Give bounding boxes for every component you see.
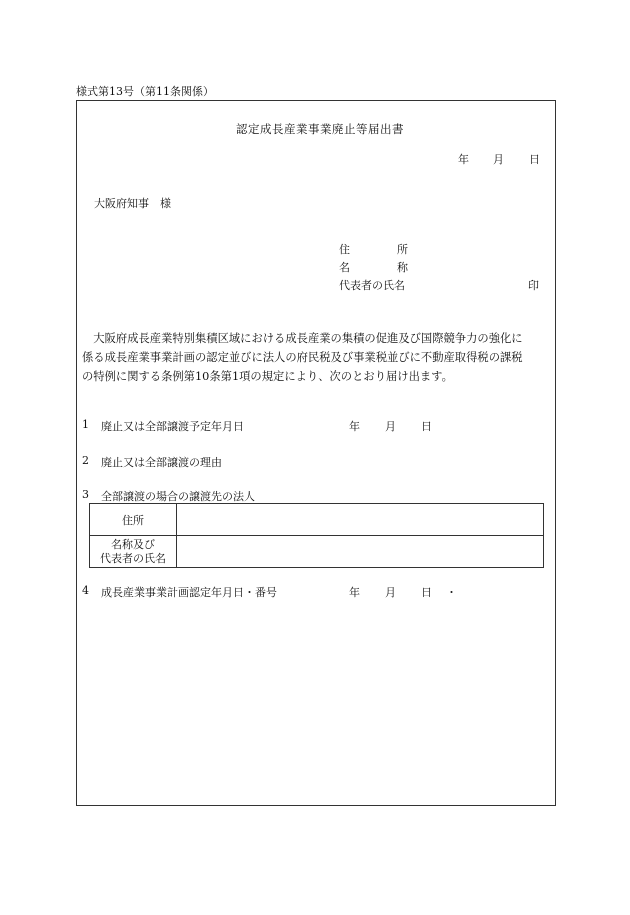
name-label-2: 称 (397, 261, 408, 274)
body-line: 大阪府成長産業特別集積区域における成長産業の集積の促進及び国際競争力の強化に (82, 332, 523, 345)
document-title: 認定成長産業事業廃止等届出書 (236, 122, 404, 136)
item-label: 廃止又は全部譲渡予定年月日 (101, 420, 244, 433)
cell-label: 住所 (122, 513, 144, 527)
body-paragraph (82, 329, 552, 386)
item-label: 廃止又は全部譲渡の理由 (101, 456, 222, 469)
item-day-label: 日 (421, 420, 432, 433)
address-label-1: 住 (339, 243, 350, 256)
seal-mark: 印 (528, 279, 539, 292)
representative-label: 代表者の氏名 (339, 279, 405, 292)
addressee: 大阪府知事 様 (94, 197, 171, 210)
table-row (90, 536, 544, 568)
name-label-1: 名 (339, 261, 350, 274)
form-number: 様式第13号（第11条関係） (76, 85, 214, 98)
transferee-table (89, 503, 544, 568)
item-year-label: 年 (349, 586, 360, 599)
date-month-label: 月 (493, 153, 504, 166)
item-month-label: 月 (385, 420, 396, 433)
item-day-label: 日 (421, 586, 432, 599)
item-number: 4 (82, 584, 89, 597)
address-cell-value[interactable] (177, 504, 544, 536)
item-separator: ・ (446, 586, 457, 599)
address-label-2: 所 (397, 243, 408, 256)
cell-label: 名称及び (111, 537, 155, 551)
item-label: 全部譲渡の場合の譲渡先の法人 (101, 490, 255, 503)
date-day-label: 日 (529, 153, 540, 166)
body-line: の特例に関する条例第10条第1項の規定により、次のとおり届け出ます。 (82, 370, 453, 383)
body-line: 係る成長産業事業計画の認定並びに法人の府民税及び事業税並びに不動産取得税の課税 (82, 351, 523, 364)
table-row (90, 504, 544, 536)
item-label: 成長産業事業計画認定年月日・番号 (101, 586, 277, 599)
cell-label: 代表者の氏名 (100, 551, 166, 565)
item-number: 2 (82, 454, 89, 467)
address-cell-label (90, 504, 177, 536)
item-number: 1 (82, 418, 89, 431)
item-year-label: 年 (349, 420, 360, 433)
item-month-label: 月 (385, 586, 396, 599)
item-number: 3 (82, 488, 89, 501)
name-cell-label (90, 536, 177, 568)
date-year-label: 年 (458, 153, 469, 166)
name-cell-value[interactable] (177, 536, 544, 568)
